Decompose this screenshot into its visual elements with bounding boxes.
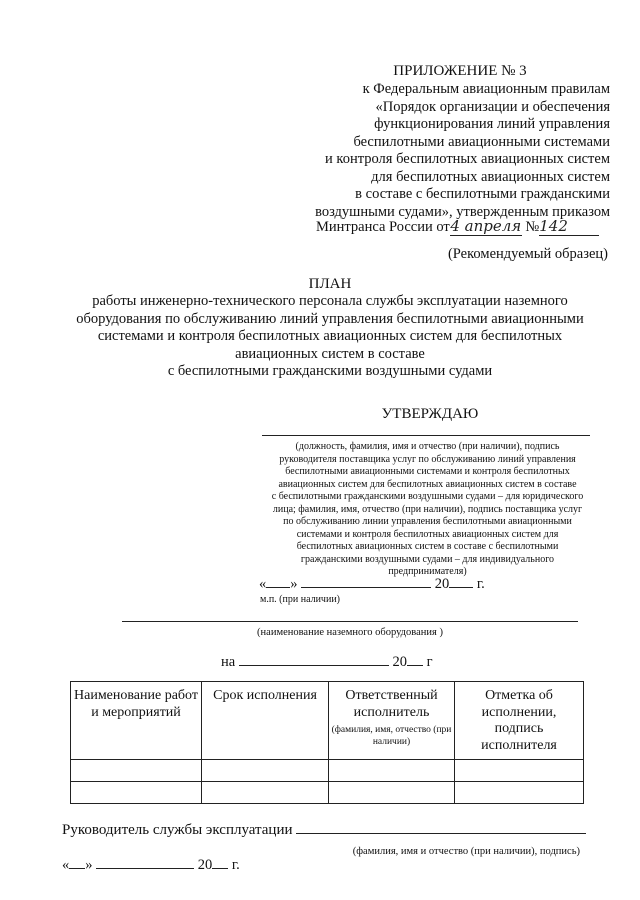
- approver-caption-line: по обслуживанию линии управления беспилотными авиационными: [283, 516, 572, 527]
- appendix-line: в составе с беспилотными гражданскими: [355, 186, 610, 202]
- order-prefix: Минтранса России от: [316, 219, 450, 235]
- header-cell: [71, 682, 202, 760]
- head-of-service-caption: (фамилия, имя и отчество (при наличии), подпись): [352, 846, 580, 857]
- footer-month-blank: [96, 868, 194, 869]
- plan-title-line: системами и контроля беспилотных авиационных систем для беспилотных: [97, 328, 563, 344]
- header-cell: [455, 682, 584, 760]
- footer-year-suffix: г.: [231, 857, 240, 873]
- table-cell[interactable]: [329, 760, 455, 782]
- period-blank: [239, 665, 389, 666]
- appendix-line: к Федеральным авиационным правилам: [362, 81, 610, 97]
- date-year-suffix: г.: [476, 576, 485, 592]
- footer-open-quote: «: [62, 857, 70, 873]
- approve-heading: УТВЕРЖДАЮ: [381, 406, 479, 422]
- header-cell: [329, 682, 455, 760]
- approver-signature-line: [262, 435, 590, 436]
- recommended-sample: (Рекомендуемый образец): [447, 246, 608, 262]
- period-line: [221, 654, 481, 671]
- equipment-line: [122, 621, 578, 622]
- table-row: [71, 782, 584, 804]
- header-title: Наименование работ и мероприятий: [74, 688, 198, 720]
- table-row: [71, 760, 584, 782]
- header-subtitle: (фамилия, имя, отчество (при наличии): [331, 725, 452, 747]
- footer-close-quote: »: [85, 857, 93, 873]
- equipment-caption: (наименование наземного оборудования ): [257, 627, 443, 638]
- period-prefix: на: [221, 654, 236, 670]
- table-header-row: [71, 682, 584, 760]
- period-year-prefix: 20: [392, 654, 407, 670]
- approver-caption-line: беспилотными авиационными системами и контроля беспилотных: [285, 466, 570, 477]
- header-cell: [202, 682, 329, 760]
- table-cell[interactable]: [329, 782, 455, 804]
- header-title: Срок исполнения: [213, 688, 317, 703]
- order-number-prefix: №: [525, 219, 540, 235]
- table-cell[interactable]: [202, 760, 329, 782]
- approver-caption-line: беспилотных авиационных систем в составе с беспилотными: [296, 541, 559, 552]
- appendix-line: для беспилотных авиационных систем: [371, 168, 610, 185]
- table-cell[interactable]: [455, 782, 584, 804]
- appendix-line: воздушными судами», утвержденным приказом: [315, 203, 610, 220]
- appendix-reference: [250, 81, 610, 221]
- date-open-quote: «: [259, 576, 267, 592]
- plan-title: [40, 293, 620, 381]
- approver-caption-line: системами и контроля беспилотных авиационных систем для: [296, 528, 559, 540]
- period-year-suffix: г: [426, 654, 433, 670]
- date-year-prefix: 20: [434, 576, 450, 592]
- period-year-blank: [407, 665, 423, 666]
- plan-heading: ПЛАН: [308, 276, 352, 292]
- date-close-quote: »: [290, 576, 298, 592]
- date-day-blank: [266, 587, 290, 588]
- head-of-service-line: [62, 822, 602, 839]
- header-title: Ответственный исполнитель: [345, 688, 438, 720]
- approver-caption-line: предпринимателя): [388, 566, 467, 577]
- table-cell[interactable]: [202, 782, 329, 804]
- work-plan-table: [70, 681, 584, 804]
- footer-year-blank: [212, 868, 228, 869]
- plan-title-line: оборудования по обслуживанию линий управления беспилотными авиационными: [76, 310, 584, 327]
- head-of-service-label: Руководитель службы эксплуатации: [62, 822, 293, 838]
- approver-caption-line: (должность, фамилия, имя и отчество (при наличии), подпись: [295, 441, 560, 452]
- header-title: Отметка об исполнении, подпись исполнителя: [481, 688, 557, 753]
- table-cell[interactable]: [455, 760, 584, 782]
- approver-caption-line: с беспилотными гражданскими воздушными судами – для юридического: [271, 491, 584, 502]
- date-month-blank: [301, 587, 431, 588]
- order-line: [316, 217, 616, 236]
- plan-title-line: работы инженерно-технического персонала службы эксплуатации наземного: [92, 293, 568, 309]
- head-of-service-blank: [296, 833, 586, 834]
- approver-caption-line: гражданскими воздушными судами – для индивидуального: [300, 553, 555, 565]
- plan-title-line: с беспилотными гражданскими воздушными судами: [167, 363, 493, 379]
- appendix-number: ПРИЛОЖЕНИЕ № 3: [393, 63, 527, 79]
- appendix-line: беспилотными авиационными системами: [353, 133, 610, 150]
- approve-date-line: [259, 576, 519, 593]
- order-number-handwritten: 142: [539, 217, 599, 236]
- footer-year-prefix: 20: [197, 857, 213, 873]
- date-year-blank: [449, 587, 473, 588]
- order-date-handwritten: 4 апреля: [450, 217, 522, 235]
- approver-caption-line: руководителя поставщика услуг по обслуживанию линий управления: [279, 453, 576, 465]
- appendix-line: и контроля беспилотных авиационных систем: [325, 151, 610, 167]
- approver-caption-line: авиационных систем для беспилотных авиационных систем в составе: [278, 478, 577, 490]
- appendix-line: функционирования линий управления: [374, 116, 610, 132]
- appendix-line: «Порядок организации и обеспечения: [375, 98, 610, 115]
- approver-caption: [255, 441, 600, 579]
- footer-day-blank: [69, 868, 85, 869]
- footer-date-line: [62, 857, 302, 874]
- approver-caption-line: лица; фамилия, имя, отчество (при наличии), подпись поставщика услуг: [272, 503, 583, 515]
- table-cell[interactable]: [71, 760, 202, 782]
- stamp-note: м.п. (при наличии): [260, 594, 340, 605]
- plan-title-line: авиационных систем в составе: [235, 345, 425, 362]
- table-cell[interactable]: [71, 782, 202, 804]
